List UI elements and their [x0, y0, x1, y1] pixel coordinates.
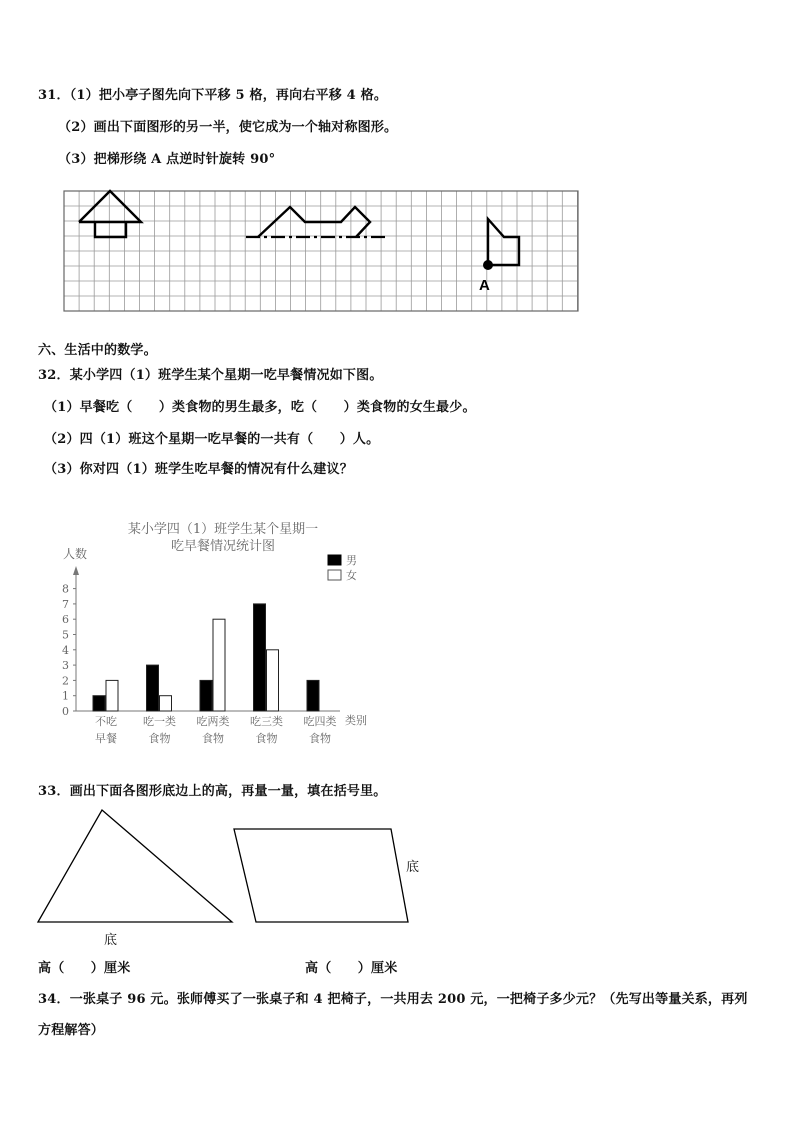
q33-title: 33．画出下面各图形底边上的高，再量一量，填在括号里。 — [38, 784, 387, 799]
parallelogram-height-answer: 高（ ）厘米 — [305, 961, 398, 976]
y-tick-label: 5 — [62, 628, 69, 642]
y-tick-label: 1 — [62, 689, 69, 703]
category-label-line1: 吃三类 — [250, 715, 283, 728]
category-label-line2: 早餐 — [95, 732, 117, 745]
triangle-shape — [38, 810, 232, 922]
section-6-heading: 六、生活中的数学。 — [38, 343, 157, 358]
q32-part1: （1）早餐吃（ ）类食物的男生最多，吃（ ）类食物的女生最少。 — [44, 400, 476, 415]
q34-line1: 34．一张桌子 96 元。张师傅买了一张桌子和 4 把椅子，一共用去 200 元，一把椅子多少元？（先写出等量关系，再列 — [38, 992, 748, 1007]
category-label-line1: 吃四类 — [303, 715, 337, 728]
y-tick-label: 4 — [62, 643, 69, 657]
y-tick-label: 0 — [62, 705, 69, 718]
triangle-base-label: 底 — [104, 933, 118, 948]
x-axis-label: 类别 — [345, 714, 367, 727]
y-tick-label: 3 — [62, 659, 69, 673]
category-label-line2: 食物 — [309, 732, 331, 745]
category-label-line1: 不吃 — [95, 715, 117, 728]
category-label-line2: 食物 — [202, 732, 224, 745]
q34-line2: 方程解答） — [38, 1023, 105, 1038]
q31-part2: （2）画出下面图形的另一半，使它成为一个轴对称图形。 — [58, 120, 398, 135]
category-label-line2: 食物 — [255, 732, 278, 745]
y-axis-label: 人数 — [63, 547, 88, 561]
parallelogram-base-label: 底 — [406, 860, 420, 875]
q32-part2: （2）四（1）班这个星期一吃早餐的一共有（ ）人。 — [44, 432, 380, 447]
chart-title-line1: 某小学四（1）班学生某个星期一 — [127, 522, 319, 537]
q32-part3: （3）你对四（1）班学生吃早餐的情况有什么建议？ — [44, 462, 353, 477]
y-tick-label: 7 — [62, 597, 69, 611]
legend-label-male: 男 — [346, 554, 357, 567]
triangle-height-answer: 高（ ）厘米 — [38, 961, 131, 976]
category-label-line2: 食物 — [148, 732, 171, 745]
category-label-line1: 吃一类 — [143, 715, 176, 728]
category-label-line1: 吃两类 — [196, 715, 230, 728]
point-a-label: A — [479, 277, 490, 294]
parallelogram-shape — [234, 829, 408, 922]
y-tick-label: 6 — [62, 613, 69, 627]
q32-title: 32．某小学四（1）班学生某个星期一吃早餐情况如下图。 — [38, 368, 383, 383]
y-tick-label: 2 — [62, 674, 69, 688]
legend-label-female: 女 — [346, 569, 357, 582]
q31-part3: （3）把梯形绕 A 点逆时针旋转 90° — [58, 152, 276, 167]
q31-title: 31．（1）把小亭子图先向下平移 5 格，再向右平移 4 格。 — [38, 88, 388, 103]
chart-title-line2: 吃早餐情况统计图 — [170, 539, 276, 554]
y-tick-label: 8 — [62, 582, 69, 596]
